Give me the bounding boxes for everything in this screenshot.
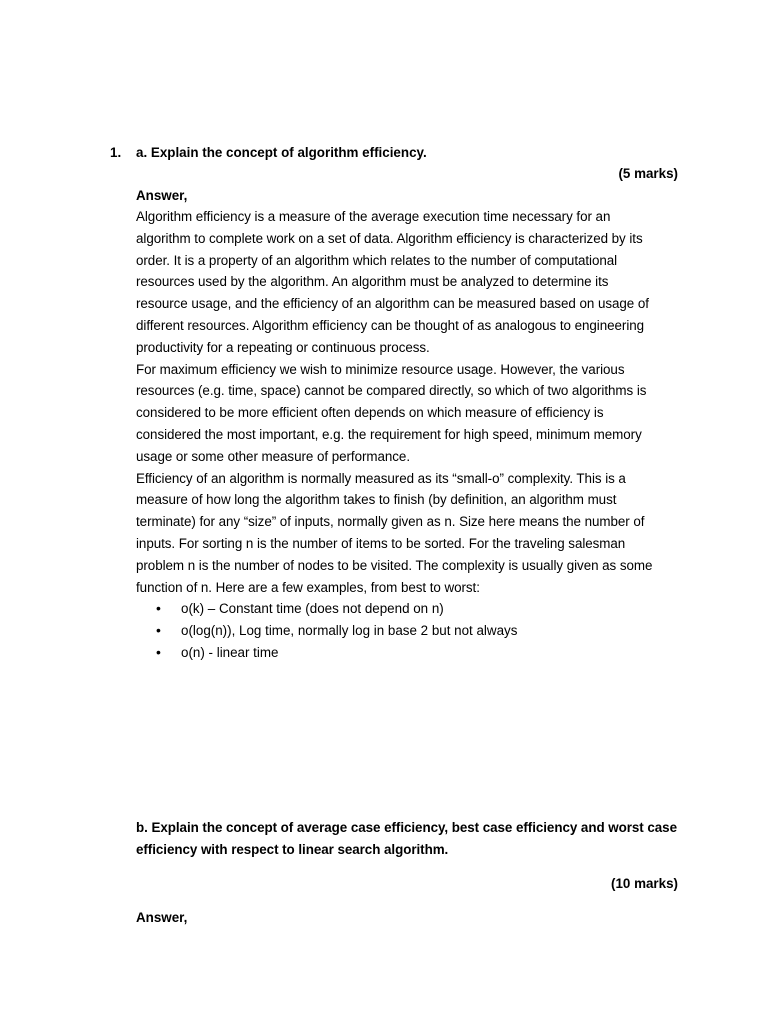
bullet-text: o(log(n)), Log time, normally log in base 2 but not always [181,623,518,639]
bullet-text: o(k) – Constant time (does not depend on n) [181,601,444,617]
part-b-marks: (10 marks) [611,876,678,891]
answer-line: productivity for a repeating or continuous process. [136,339,430,355]
complexity-bullet-list [136,598,682,663]
answer-line: Algorithm efficiency is a measure of the average execution time necessary for an [136,209,611,224]
answer-line: considered the most important, e.g. the requirement for high speed, minimum memory [136,426,642,442]
bullet-item [136,620,682,642]
answer-line: considered to be more efficient often depends on which measure of efficiency is [136,405,604,421]
part-b-title [136,817,682,861]
answer-line: resource usage, and the efficiency of an algorithm can be measured based on usage of [136,296,649,312]
answer-line: order. It is a property of an algorithm which relates to the number of computational [136,252,618,268]
answer-line: inputs. For sorting n is the number of items to be sorted. For the traveling salesman [136,535,626,551]
answer-line: usage or some other measure of performance. [136,448,410,464]
bullet-dot-icon: • [156,600,161,617]
answer-line: function of n. Here are a few examples, from best to worst: [136,579,480,595]
answer-line: measure of how long the algorithm takes to finish (by definition, an algorithm must [136,492,617,508]
answer-line: problem n is the number of nodes to be visited. The complexity is usually given as some [136,557,653,573]
answer-line: different resources. Algorithm efficiency can be thought of as analogous to engineering [136,317,645,333]
part-b-title-line: efficiency with respect to linear search algorithm. [136,841,449,857]
part-b-title-line: b. Explain the concept of average case efficiency, best case efficiency and worst case [136,820,677,835]
part-a-marks: (5 marks) [618,166,678,181]
answer-line: algorithm to complete work on a set of data. Algorithm efficiency is characterized by its [136,230,643,246]
answer-line: Efficiency of an algorithm is normally measured as its “small-o” complexity. This is a [136,470,626,486]
bullet-dot-icon: • [156,643,161,660]
answer-line: terminate) for any “size” of inputs, normally given as n. Size here means the number of [136,514,645,530]
bullet-text: o(n) - linear time [181,644,279,660]
bullet-item [136,642,682,664]
part-a-title: a. Explain the concept of algorithm efficiency. [136,145,427,160]
part-a-answer-label: Answer, [136,188,188,203]
question-number: 1. [110,145,122,160]
answer-line: For maximum efficiency we wish to minimize resource usage. However, the various [136,361,625,377]
part-b-answer-label: Answer, [136,910,188,925]
bullet-dot-icon: • [156,622,161,639]
answer-line: resources (e.g. time, space) cannot be compared directly, so which of two algorithms is [136,383,647,399]
bullet-item [136,598,682,620]
answer-line: resources used by the algorithm. An algorithm must be analyzed to determine its [136,274,609,290]
part-a-answer-body [136,206,682,664]
